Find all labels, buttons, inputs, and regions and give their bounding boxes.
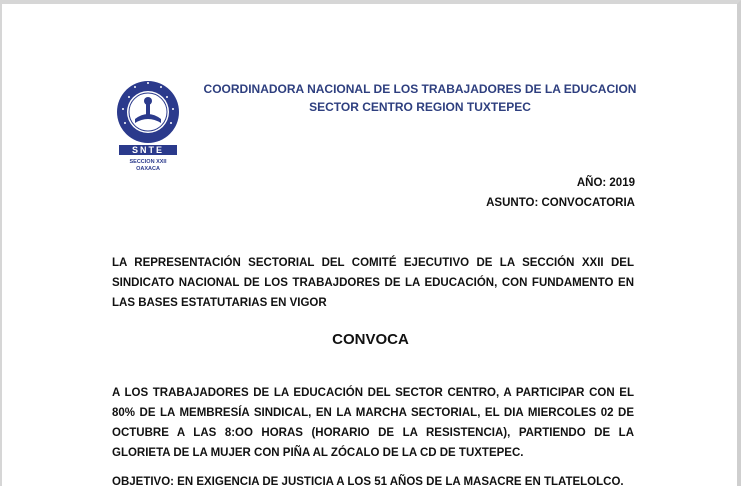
snte-seccion-xxii-logo bbox=[113, 79, 183, 171]
document-header bbox=[200, 80, 640, 116]
meta-year: AÑO: 2019 bbox=[576, 177, 635, 189]
logo-org-text: SNTE bbox=[131, 145, 165, 155]
body-line: 80% DE LA MEMBRESÍA SINDICAL, EN LA MARCHA SECTORIAL, EL DIA MIERCOLES 02 DE bbox=[112, 407, 634, 419]
header-sector: SECTOR CENTRO REGION TUXTEPEC bbox=[309, 100, 531, 114]
body-line: OCTUBRE A LAS 8:OO HORAS (HORARIO DE LA RESISTENCIA), PARTIENDO DE LA bbox=[112, 427, 634, 439]
intro-line: LAS BASES ESTATUTARIAS EN VIGOR bbox=[112, 297, 327, 309]
document-title: CONVOCA bbox=[332, 331, 409, 348]
intro-paragraph bbox=[112, 253, 634, 313]
intro-line: SINDICATO NACIONAL DE LOS TRABAJDORES DE LA EDUCACIÓN, CON FUNDAMENTO EN bbox=[112, 277, 634, 289]
body-paragraph bbox=[112, 383, 634, 463]
logo-section-text: SECCION XXII bbox=[129, 159, 167, 165]
document-meta bbox=[486, 173, 635, 213]
intro-line: LA REPRESENTACIÓN SECTORIAL DEL COMITÉ EJECUTIVO DE LA SECCIÓN XXII DEL bbox=[112, 257, 634, 269]
logo-state-text: OAXACA bbox=[136, 166, 160, 171]
objective-text: OBJETIVO: EN EXIGENCIA DE JUSTICIA A LOS 51 AÑOS DE LA MASACRE EN TLATELOLCO. bbox=[112, 476, 624, 488]
body-line: A LOS TRABAJADORES DE LA EDUCACIÓN DEL SECTOR CENTRO, A PARTICIPAR CON EL bbox=[112, 387, 634, 399]
meta-subject: ASUNTO: CONVOCATORIA bbox=[486, 197, 635, 209]
header-organization: COORDINADORA NACIONAL DE LOS TRABAJADORES DE LA EDUCACION bbox=[203, 82, 637, 96]
body-line: GLORIETA DE LA MUJER CON PIÑA AL ZÓCALO DE LA CD DE TUXTEPEC. bbox=[112, 447, 524, 459]
